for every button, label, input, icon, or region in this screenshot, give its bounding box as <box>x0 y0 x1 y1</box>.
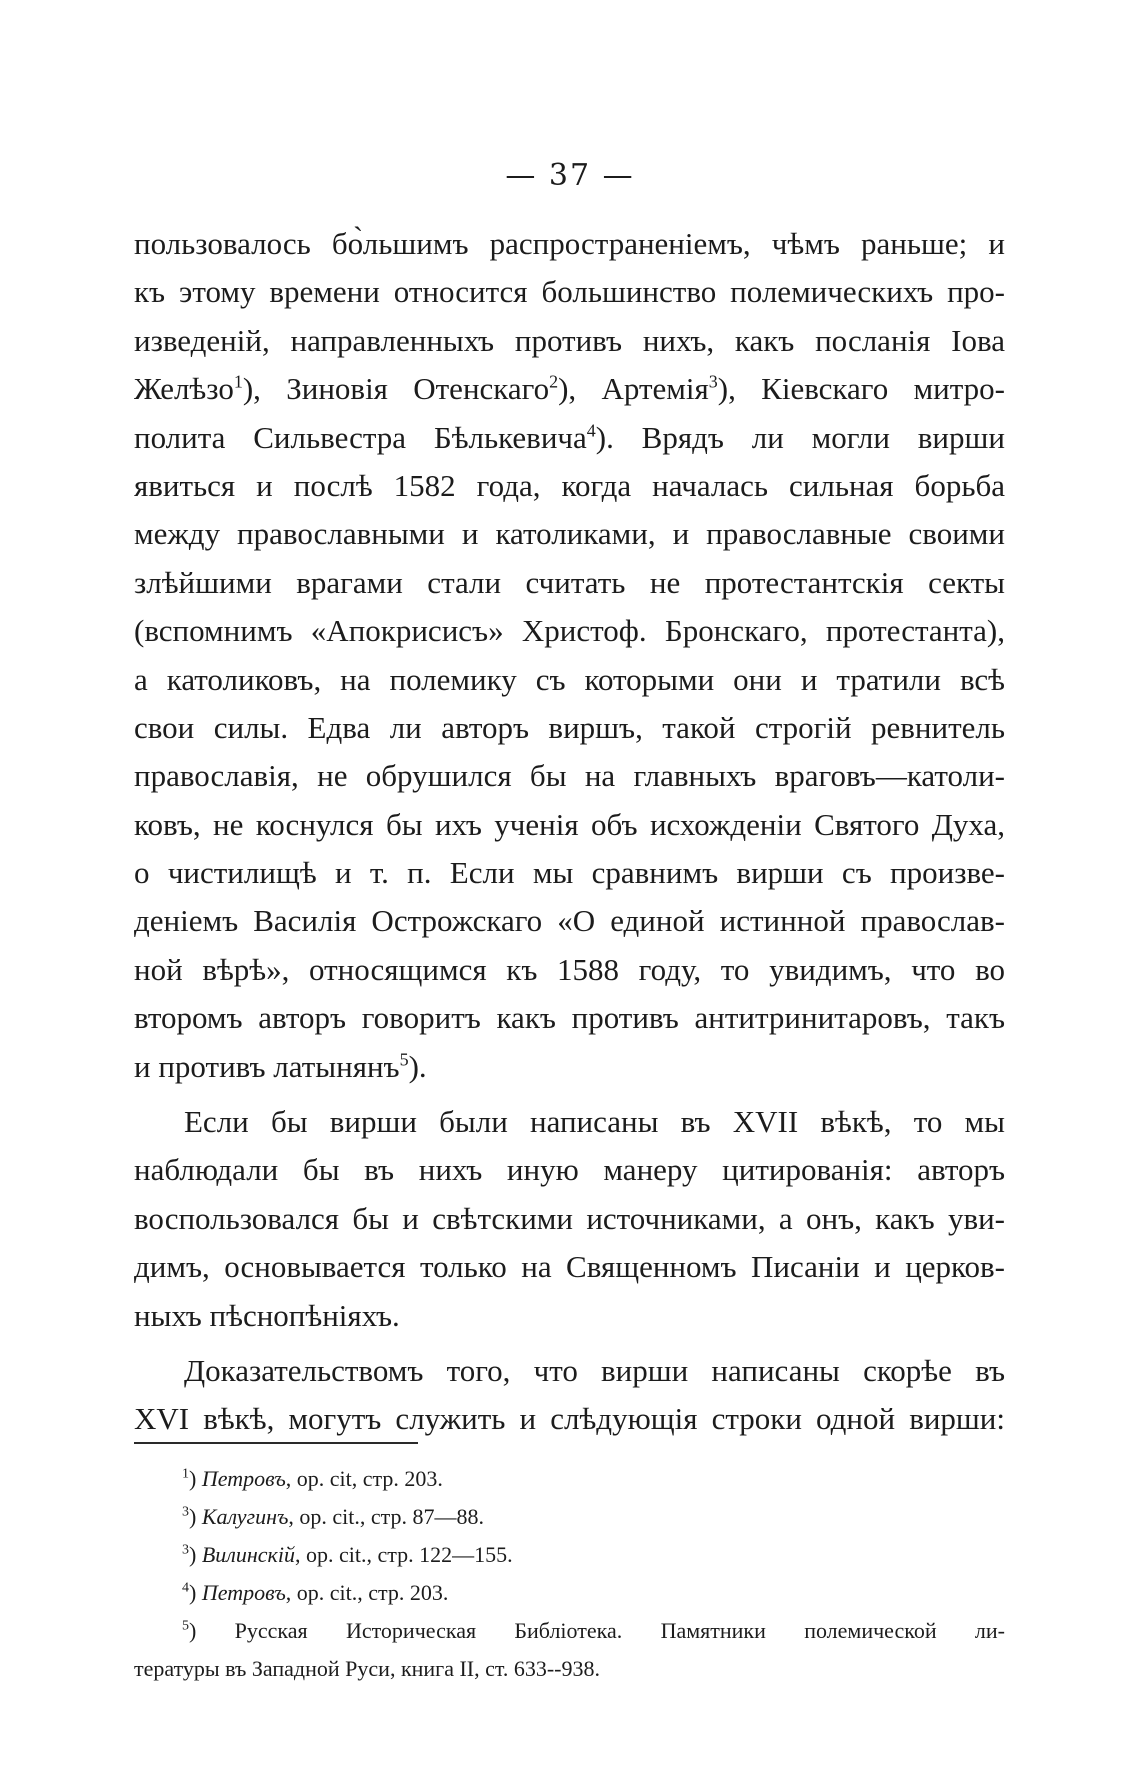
footnote-ref: 2 <box>549 371 559 392</box>
footnote-paren: ) <box>189 1580 197 1605</box>
text-line: наблюдали бы въ нихъ иную манеру цитированія: авторъ <box>134 1152 1005 1188</box>
footnote-ref: 5 <box>399 1049 409 1070</box>
footnote <box>134 1498 1005 1536</box>
text-line: воспользовался бы и свѣтскими источниками, а онъ, какъ уви- <box>134 1200 1005 1236</box>
text-line: (вспомнимъ «Апокрисисъ» Христоф. Бронскаго, протестанта), <box>134 613 1005 649</box>
footnote-text: , op. cit, стр. 203. <box>285 1466 443 1491</box>
footnote-number: 3 <box>182 1542 189 1558</box>
footnote-text: Русская Историческая Библіотека. Памятники полемической ли- <box>234 1618 1005 1643</box>
text-line: ной вѣрѣ», относящимся къ 1588 году, то увидимъ, что во <box>134 951 1005 987</box>
text-line <box>134 365 1005 413</box>
footnote-ref: 1 <box>233 371 243 392</box>
text-line: о чистилищѣ и т. п. Если мы сравнимъ вирши съ произве- <box>134 855 1005 891</box>
footnote-author: Петровъ <box>201 1580 286 1605</box>
text-line: явиться и послѣ 1582 года, когда началась сильная борьба <box>134 467 1005 503</box>
footnote-author: Вилинскій <box>201 1542 295 1567</box>
paragraph-gap <box>134 1091 1005 1098</box>
footnote-number: 3 <box>182 1504 189 1520</box>
text-line: ковъ, не коснулся бы ихъ ученія объ исхожденіи Святого Духа, <box>134 806 1005 842</box>
footnote-text: , op. cit., стр. 122—155. <box>294 1542 513 1567</box>
footnote-text: , op. cit., стр. 203. <box>285 1580 449 1605</box>
text-line: православія, не обрушился бы на главныхъ враговъ—католи- <box>134 758 1005 794</box>
footnote-number: 1 <box>182 1466 189 1482</box>
text-line: ныхъ пѣснопѣніяхъ. <box>134 1297 400 1333</box>
text-line <box>134 1043 1005 1091</box>
text-line: свои силы. Едва ли авторъ виршъ, такой строгій ревнитель <box>134 709 1005 745</box>
text-segment: ), Кіевскаго митро- <box>717 371 1005 407</box>
text-line: къ этому времени относится большинство полемическихъ про- <box>134 274 1005 310</box>
footnote-separator <box>134 1442 418 1444</box>
text-line: XVI вѣкѣ, могутъ служить и слѣдующія строки одной вирши: <box>134 1401 1005 1437</box>
text-line: а католиковъ, на полемику съ которыми они и тратили всѣ <box>134 661 1005 697</box>
text-segment: ). <box>408 1048 427 1084</box>
footnote-text: , op. cit., стр. 87—88. <box>288 1504 485 1529</box>
paragraph-2 <box>134 1098 1005 1340</box>
main-text <box>134 220 1005 1444</box>
text-line: Доказательствомъ того, что вирши написаны скорѣе въ <box>184 1352 1005 1388</box>
text-segment: полита Сильвестра Бѣлькевича <box>134 419 587 455</box>
footnote-number: 5 <box>182 1618 189 1634</box>
text-segment: ), Артемія <box>558 371 709 407</box>
text-line: пользовалось бо̀льшимъ распространеніемъ, чѣмъ раньше; и <box>134 226 1005 261</box>
footnote <box>134 1574 1005 1612</box>
paragraph-3 <box>134 1347 1005 1444</box>
text-line: димъ, основывается только на Священномъ Писаніи и церков- <box>134 1249 1005 1285</box>
text-segment: ). Врядъ ли могли вирши <box>595 419 1005 455</box>
footnote-ref: 4 <box>586 420 596 441</box>
text-line: второмъ авторъ говоритъ какъ противъ антитринитаровъ, такъ <box>134 1000 1005 1036</box>
text-line <box>134 414 1005 462</box>
footnote-paren: ) <box>189 1504 197 1529</box>
paragraph-gap <box>134 1340 1005 1347</box>
text-line: Если бы вирши были написаны въ XVII вѣкѣ, то мы <box>184 1104 1005 1140</box>
text-segment: ), Зиновія Отенскаго <box>242 371 550 407</box>
footnote-paren: ) <box>189 1466 197 1491</box>
text-line: изведеній, направленныхъ противъ нихъ, какъ посланія Іова <box>134 322 1005 358</box>
footnotes <box>134 1460 1005 1688</box>
footnote <box>134 1536 1005 1574</box>
footnote-ref: 3 <box>708 371 718 392</box>
text-segment: и противъ латынянъ <box>134 1048 400 1084</box>
footnote-number: 4 <box>182 1580 189 1596</box>
text-line: между православными и католиками, и православные своими <box>134 516 1005 552</box>
footnote <box>134 1460 1005 1498</box>
paragraph-1 <box>134 220 1005 1091</box>
text-segment: Желѣзо <box>134 371 234 407</box>
footnote <box>134 1612 1005 1650</box>
footnote-author: Калугинъ <box>201 1504 289 1529</box>
text-line: деніемъ Василія Острожскаго «О единой истинной православ- <box>134 903 1005 939</box>
footnote-paren: ) <box>189 1542 197 1567</box>
footnote-paren: ) <box>189 1618 197 1643</box>
footnote-author: Петровъ <box>201 1466 286 1491</box>
footnote-continuation: тературы въ Западной Руси, книга II, ст. 633--938. <box>134 1656 600 1681</box>
page-number: — 37 — <box>505 158 635 193</box>
text-line: злѣйшими врагами стали считать не протестантскія секты <box>134 564 1005 600</box>
